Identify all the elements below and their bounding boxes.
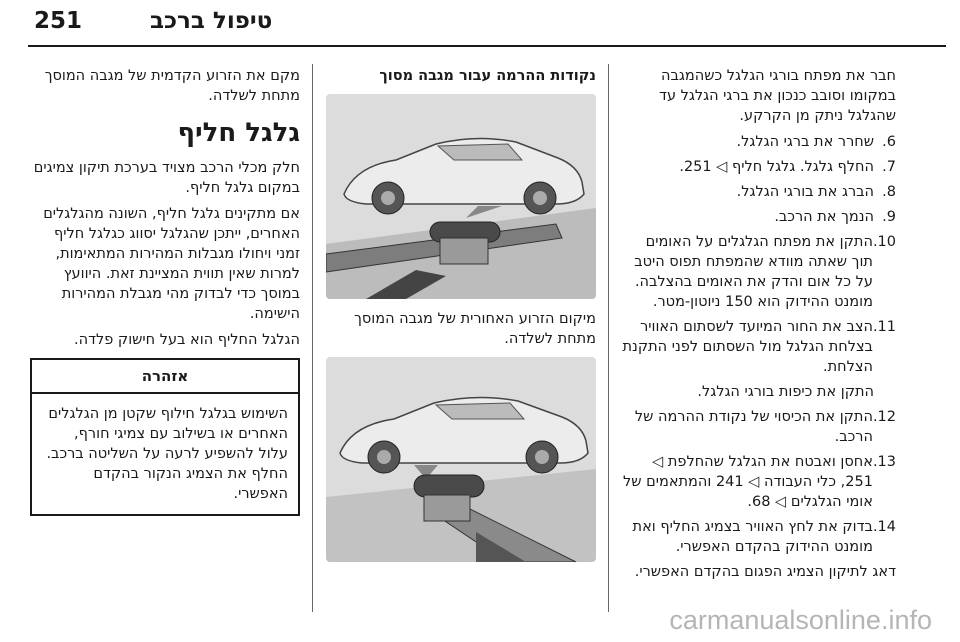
- step-number: [874, 382, 896, 402]
- step-number: 9.: [882, 209, 896, 225]
- step-text: התקן את מפתח הגלגלים על האומים תוך שאתה מוודא שהמפתח תפוס היטב על כל אום והדק את האומים בהצלבה. מומנט ההידוק הוא 150 ניוטון-מטר.: [634, 234, 873, 310]
- step-number: 12.: [872, 409, 896, 425]
- warning-box: [30, 358, 300, 516]
- lift-points-heading: נקודות ההרמה עבור מגבה מסוך: [379, 68, 596, 84]
- warning-title: אזהרה: [32, 360, 298, 394]
- spare-para-2: אם מתקינים גלגל חליף, השונה מהגלגלים האחרים, ייתכן שהגלגל יסווג כגלגל חליף זמני ויחולו מגבלות המהירות המתאימות, למרות שאין תווית המציינת זאת. היוועץ במוסך כדי לבדוק מהי מגבלת המהירות הישימה.: [43, 206, 300, 322]
- step-item: [620, 317, 896, 377]
- figure-caption: מיקום הזרוע האחורית של מגבה המוסך מתחת לשלדה.: [354, 311, 596, 347]
- step-item: [620, 157, 896, 177]
- car-rear-lift-figure: [326, 357, 596, 562]
- column-divider-right: [608, 64, 609, 612]
- warning-body: השימוש בגלגל חילוף שקטן מן הגלגלים האחרים או בשילוב עם צמיגי חורף, עלול להשפיע לרעה על השליטה ברכב. החלף את הצמיג הנקור בהקדם האפשרי.: [46, 406, 288, 502]
- step-number: 10.: [872, 234, 896, 250]
- middle-column: [324, 66, 596, 562]
- step-number: 14.: [872, 519, 896, 535]
- step-text: הנמך את הרכב.: [774, 209, 874, 225]
- left-column: [30, 66, 300, 516]
- step-text: הברג את בורגי הגלגל.: [736, 184, 874, 200]
- spare-wheel-heading: גלגל חליף: [177, 118, 300, 148]
- step-number: 6.: [882, 134, 896, 150]
- steps-list: [620, 132, 896, 557]
- step-text: אחסן ואבטח את הגלגל שהחלפת ◁ 251, כלי העבודה ◁ 241 והמתאמים של אומי הגלגלים ◁ 68.: [622, 454, 873, 510]
- section-title: טיפול ברכב: [150, 8, 273, 34]
- final-paragraph: דאג לתיקון הצמיג הפגום בהקדם האפשרי.: [634, 564, 896, 580]
- step-text: החלף גלגל. גלגל חליף ◁ 251.: [679, 159, 874, 175]
- step-text: התקן את הכיסוי של נקודת ההרמה של הרכב.: [634, 409, 873, 445]
- step-text: בדוק את לחץ האוויר בצמיג החליף ואת מומנט ההידוק בהקדם האפשרי.: [632, 519, 873, 555]
- car-front-lift-figure: [326, 94, 596, 299]
- page-number: 251: [34, 8, 83, 34]
- watermark: carmanualsonline.info: [669, 605, 932, 635]
- step-item: [620, 132, 896, 152]
- step-item: [620, 382, 896, 402]
- step-number: 7.: [882, 159, 896, 175]
- step-number: 13.: [872, 454, 896, 470]
- step-number: 8.: [882, 184, 896, 200]
- intro-paragraph: חבר את מפתח בורגי הגלגל כשהמגבה במקומו וסובב כנכון את ברגי הגלגל עד שהגלגל ניתק מן הקרקע.: [659, 68, 896, 124]
- spare-para-3: הגלגל החליף הוא בעל חישוק פלדה.: [74, 332, 300, 348]
- step-text: הצב את החור המיועד לשסתום האוויר בצלחת הגלגל מול השסתום לפני התקנת הצלחת.: [622, 319, 873, 375]
- step-item: [620, 207, 896, 227]
- step-item: [620, 452, 896, 512]
- step-item: [620, 182, 896, 202]
- step-text: שחרר את ברגי הגלגל.: [736, 134, 874, 150]
- header-rule: [28, 45, 946, 47]
- step-item: [620, 232, 896, 312]
- step-item: [620, 407, 896, 447]
- right-column: [620, 66, 896, 588]
- step-text: התקן את כיפות בורגי הגלגל.: [697, 384, 874, 400]
- front-arm-paragraph: מקם את הזרוע הקדמית של מגבה המוסך מתחת לשלדה.: [44, 68, 300, 104]
- spare-para-1: חלק מכלי הרכב מצויד בערכת תיקון צמיגים במקום גלגל חליף.: [33, 160, 300, 196]
- step-item: [620, 517, 896, 557]
- step-number: 11.: [872, 319, 896, 335]
- column-divider-left: [312, 64, 313, 612]
